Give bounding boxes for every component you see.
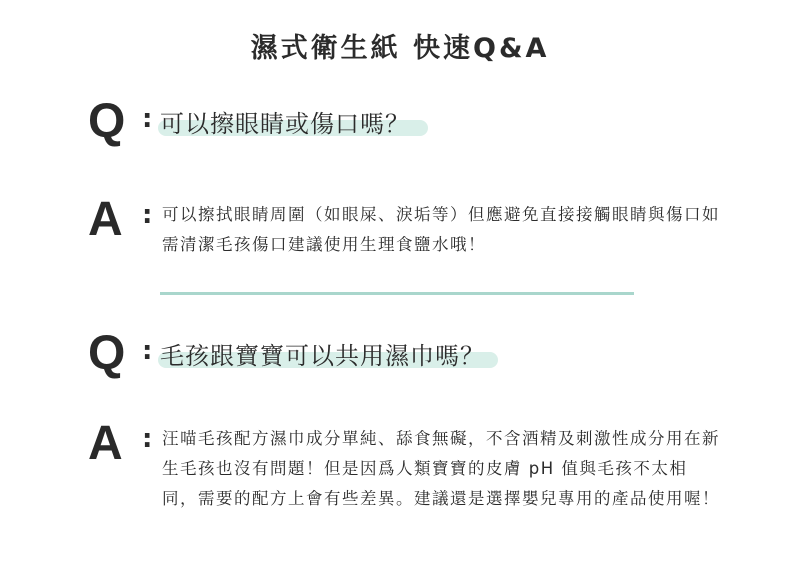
a-letter: A xyxy=(88,193,123,246)
question-text: 毛孩跟寶寶可以共用濕巾嗎？ xyxy=(160,342,485,370)
colon: : xyxy=(142,336,153,366)
colon: : xyxy=(142,424,153,454)
a-letter: A xyxy=(88,417,123,470)
section-divider xyxy=(160,292,634,295)
question-text: 可以擦眼睛或傷口嗎？ xyxy=(160,110,410,138)
q-letter: Q xyxy=(88,95,126,148)
answer-text: 汪喵毛孩配方濕巾成分單純、舔食無礙，不含酒精及刺激性成分用在新生毛孩也沒有問題！但是因爲人類寶寶的皮膚 pH 值與毛孩不太相同，需要的配方上會有些差異。建議還是選擇嬰兒專用的產品使用喔！ xyxy=(162,429,720,508)
page-title: 濕式衛生紙 快速Q&A xyxy=(250,33,550,64)
colon: : xyxy=(142,200,153,230)
colon: : xyxy=(142,104,153,134)
q-letter: Q xyxy=(88,327,126,380)
answer-text: 可以擦拭眼睛周圍（如眼屎、淚垢等）但應避免直接接觸眼睛與傷口如需清潔毛孩傷口建議使用生理食鹽水哦！ xyxy=(162,205,720,254)
